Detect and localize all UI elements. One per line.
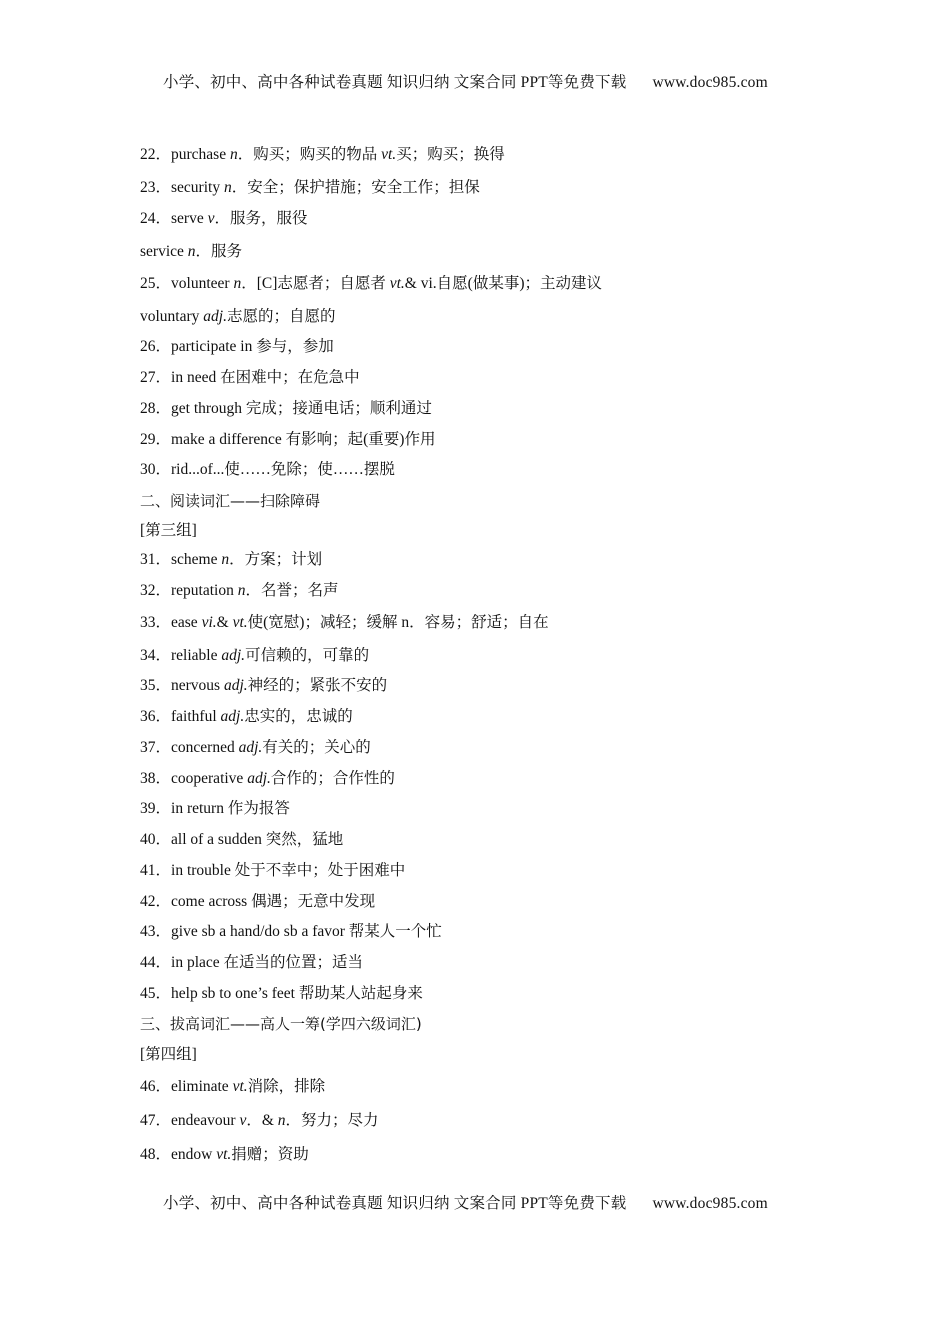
entry-term: [第三组] <box>140 522 197 539</box>
entry-term: reputation <box>171 582 238 599</box>
entry-number: 39． <box>140 800 172 817</box>
vocab-entry <box>140 922 442 942</box>
entry-number: 44． <box>140 954 172 971</box>
vocab-entry <box>140 646 369 666</box>
vocab-entry <box>140 953 363 973</box>
entry-meaning: ．购买；购买的物品 <box>237 146 382 163</box>
entry-term: in place 在适当的位置；适当 <box>171 954 364 971</box>
vocab-entry <box>140 830 343 850</box>
part-of-speech: n <box>187 243 196 260</box>
entry-number: 25． <box>140 275 172 292</box>
header-text: 小学、初中、高中各种试卷真题 知识归纳 文案合同 PPT等免费下载 <box>163 74 627 91</box>
entry-number: 26． <box>140 338 172 355</box>
vocab-entry <box>140 1111 379 1131</box>
entry-term: in need 在困难中；在危急中 <box>171 369 360 386</box>
entry-term: purchase <box>171 146 230 163</box>
part-of-speech: adj. <box>247 770 271 787</box>
part-of-speech: vi. <box>201 614 217 631</box>
vocab-entry <box>140 368 360 388</box>
part-of-speech: n <box>229 146 238 163</box>
part-of-speech: v <box>207 210 215 227</box>
entry-meaning: & <box>216 614 233 631</box>
vocab-entry <box>140 892 375 912</box>
entry-term: help sb to one’s feet 帮助某人站起身来 <box>171 985 423 1002</box>
entry-number: 45． <box>140 985 172 1002</box>
page-header <box>163 70 768 92</box>
vocab-entry <box>140 1145 309 1165</box>
entry-number: 47． <box>140 1112 172 1129</box>
vocab-entry <box>140 145 505 165</box>
entry-meaning: 消除，排除 <box>247 1078 326 1095</box>
entry-number: 41． <box>140 862 172 879</box>
header-site: www.doc985.com <box>652 74 768 91</box>
vocab-entry <box>140 242 242 262</box>
vocab-entry <box>140 1077 325 1097</box>
entry-meaning: ．努力；尽力 <box>285 1112 379 1129</box>
part-of-speech: n <box>233 275 242 292</box>
footer-text: 小学、初中、高中各种试卷真题 知识归纳 文案合同 PPT等免费下载 <box>163 1195 627 1212</box>
vocab-entry <box>140 676 387 696</box>
vocab-entry <box>140 307 335 327</box>
part-of-speech: adj. <box>221 647 246 664</box>
vocab-entry <box>140 430 435 450</box>
part-of-speech: vt. <box>389 275 405 292</box>
part-of-speech: vt. <box>232 1078 248 1095</box>
entry-term: eliminate <box>171 1078 233 1095</box>
entry-meaning: 志愿的；自愿的 <box>226 308 336 325</box>
part-of-speech: adj. <box>238 739 263 756</box>
entry-term: scheme <box>171 551 222 568</box>
part-of-speech: vt. <box>381 146 397 163</box>
vocab-entry <box>140 399 432 419</box>
entry-meaning: 神经的；紧张不安的 <box>247 677 388 694</box>
entry-term: in return 作为报答 <box>171 800 290 817</box>
entry-term: get through 完成；接通电话；顺利通过 <box>171 400 432 417</box>
entry-term: come across 偶遇；无意中发现 <box>171 893 376 910</box>
entry-term: volunteer <box>171 275 234 292</box>
vocab-entry <box>140 550 322 570</box>
vocab-entry <box>140 984 423 1004</box>
entry-meaning: 有关的；关心的 <box>262 739 371 756</box>
entry-number: 40． <box>140 831 172 848</box>
entry-meaning: 捐赠；资助 <box>231 1146 309 1163</box>
entry-meaning: 买；购买；换得 <box>396 146 505 163</box>
vocab-entry <box>140 1045 197 1065</box>
entry-meaning: & vi.自愿(做某事)；主动建议 <box>404 275 602 292</box>
entry-term: nervous <box>171 677 224 694</box>
entry-number: 35． <box>140 677 172 694</box>
page-footer <box>163 1191 768 1213</box>
entry-term: make a difference 有影响；起(重要)作用 <box>171 431 436 448</box>
part-of-speech: n <box>221 551 230 568</box>
entry-term: ease <box>171 614 202 631</box>
section-heading: 二、阅读词汇——扫除障碍 <box>140 492 321 510</box>
entry-meaning: ．名誉；名声 <box>245 582 339 599</box>
entry-number: 36． <box>140 708 172 725</box>
vocab-entry <box>140 209 308 229</box>
entry-term: rid...of...使……免除；使……摆脱 <box>171 461 395 478</box>
entry-number: 27． <box>140 369 172 386</box>
entry-number: 42． <box>140 893 172 910</box>
entry-number: 33． <box>140 614 172 631</box>
entry-number: 31． <box>140 551 172 568</box>
part-of-speech: adj. <box>220 708 245 725</box>
entry-meaning: ．安全；保护措施；安全工作；担保 <box>231 179 480 196</box>
entry-term: all of a sudden 突然，猛地 <box>171 831 344 848</box>
entry-number: 43． <box>140 923 172 940</box>
vocab-entry <box>140 799 290 819</box>
vocab-entry <box>140 707 353 727</box>
entry-number: 28． <box>140 400 172 417</box>
entry-number: 34． <box>140 647 172 664</box>
vocab-entry <box>140 178 480 198</box>
footer-site: www.doc985.com <box>652 1195 768 1212</box>
part-of-speech: n <box>223 179 232 196</box>
entry-number: 38． <box>140 770 172 787</box>
entry-number: 37． <box>140 739 172 756</box>
entry-meaning: ．服务 <box>195 243 243 260</box>
entry-number: 32． <box>140 582 172 599</box>
vocab-entry <box>140 581 339 601</box>
vocab-entry <box>140 769 395 789</box>
entry-number: 22． <box>140 146 172 163</box>
entry-term: voluntary <box>140 308 204 325</box>
vocab-entry <box>140 337 334 357</box>
part-of-speech: adj. <box>203 308 227 325</box>
entry-term: reliable <box>171 647 222 664</box>
section-heading: 三、拔高词汇——高人一筹(学四六级词汇) <box>140 1015 422 1033</box>
vocab-entry <box>140 274 602 294</box>
entry-meaning: 使(宽慰)；减轻；缓解 n．容易；舒适；自在 <box>247 614 549 631</box>
entry-term: security <box>171 179 224 196</box>
part-of-speech: adj. <box>223 677 248 694</box>
entry-number: 30． <box>140 461 172 478</box>
entry-number: 24． <box>140 210 172 227</box>
entry-number: 23． <box>140 179 172 196</box>
vocab-entry <box>140 738 371 758</box>
entry-number: 29． <box>140 431 172 448</box>
entry-term: in trouble 处于不幸中；处于困难中 <box>171 862 406 879</box>
entry-term: concerned <box>171 739 239 756</box>
part-of-speech: n <box>277 1112 286 1129</box>
entry-meaning: 可信赖的，可靠的 <box>245 647 370 664</box>
part-of-speech: vt. <box>216 1146 232 1163</box>
part-of-speech: n <box>237 582 246 599</box>
entry-term: endow <box>171 1146 217 1163</box>
entry-number: 46． <box>140 1078 172 1095</box>
vocab-entry <box>140 521 197 541</box>
entry-term: service <box>140 243 188 260</box>
entry-term: give sb a hand/do sb a favor 帮某人一个忙 <box>171 923 442 940</box>
entry-meaning: ．& <box>246 1112 278 1129</box>
entry-term: cooperative <box>171 770 248 787</box>
entry-term: faithful <box>171 708 221 725</box>
vocab-entry <box>140 861 405 881</box>
vocab-entry <box>140 613 549 633</box>
part-of-speech: v <box>239 1112 247 1129</box>
entry-meaning: ．服务，服役 <box>214 210 308 227</box>
entry-term: [第四组] <box>140 1046 197 1063</box>
vocab-entry <box>140 460 395 480</box>
part-of-speech: vt. <box>232 614 248 631</box>
entry-meaning: 合作的；合作性的 <box>270 770 395 787</box>
entry-number: 48． <box>140 1146 172 1163</box>
entry-term: endeavour <box>171 1112 240 1129</box>
entry-meaning: 忠实的，忠诚的 <box>244 708 353 725</box>
entry-term: participate in 参与，参加 <box>171 338 334 355</box>
entry-meaning: ．[C]志愿者；自愿者 <box>241 275 390 292</box>
entry-meaning: ．方案；计划 <box>229 551 323 568</box>
entry-term: serve <box>171 210 208 227</box>
